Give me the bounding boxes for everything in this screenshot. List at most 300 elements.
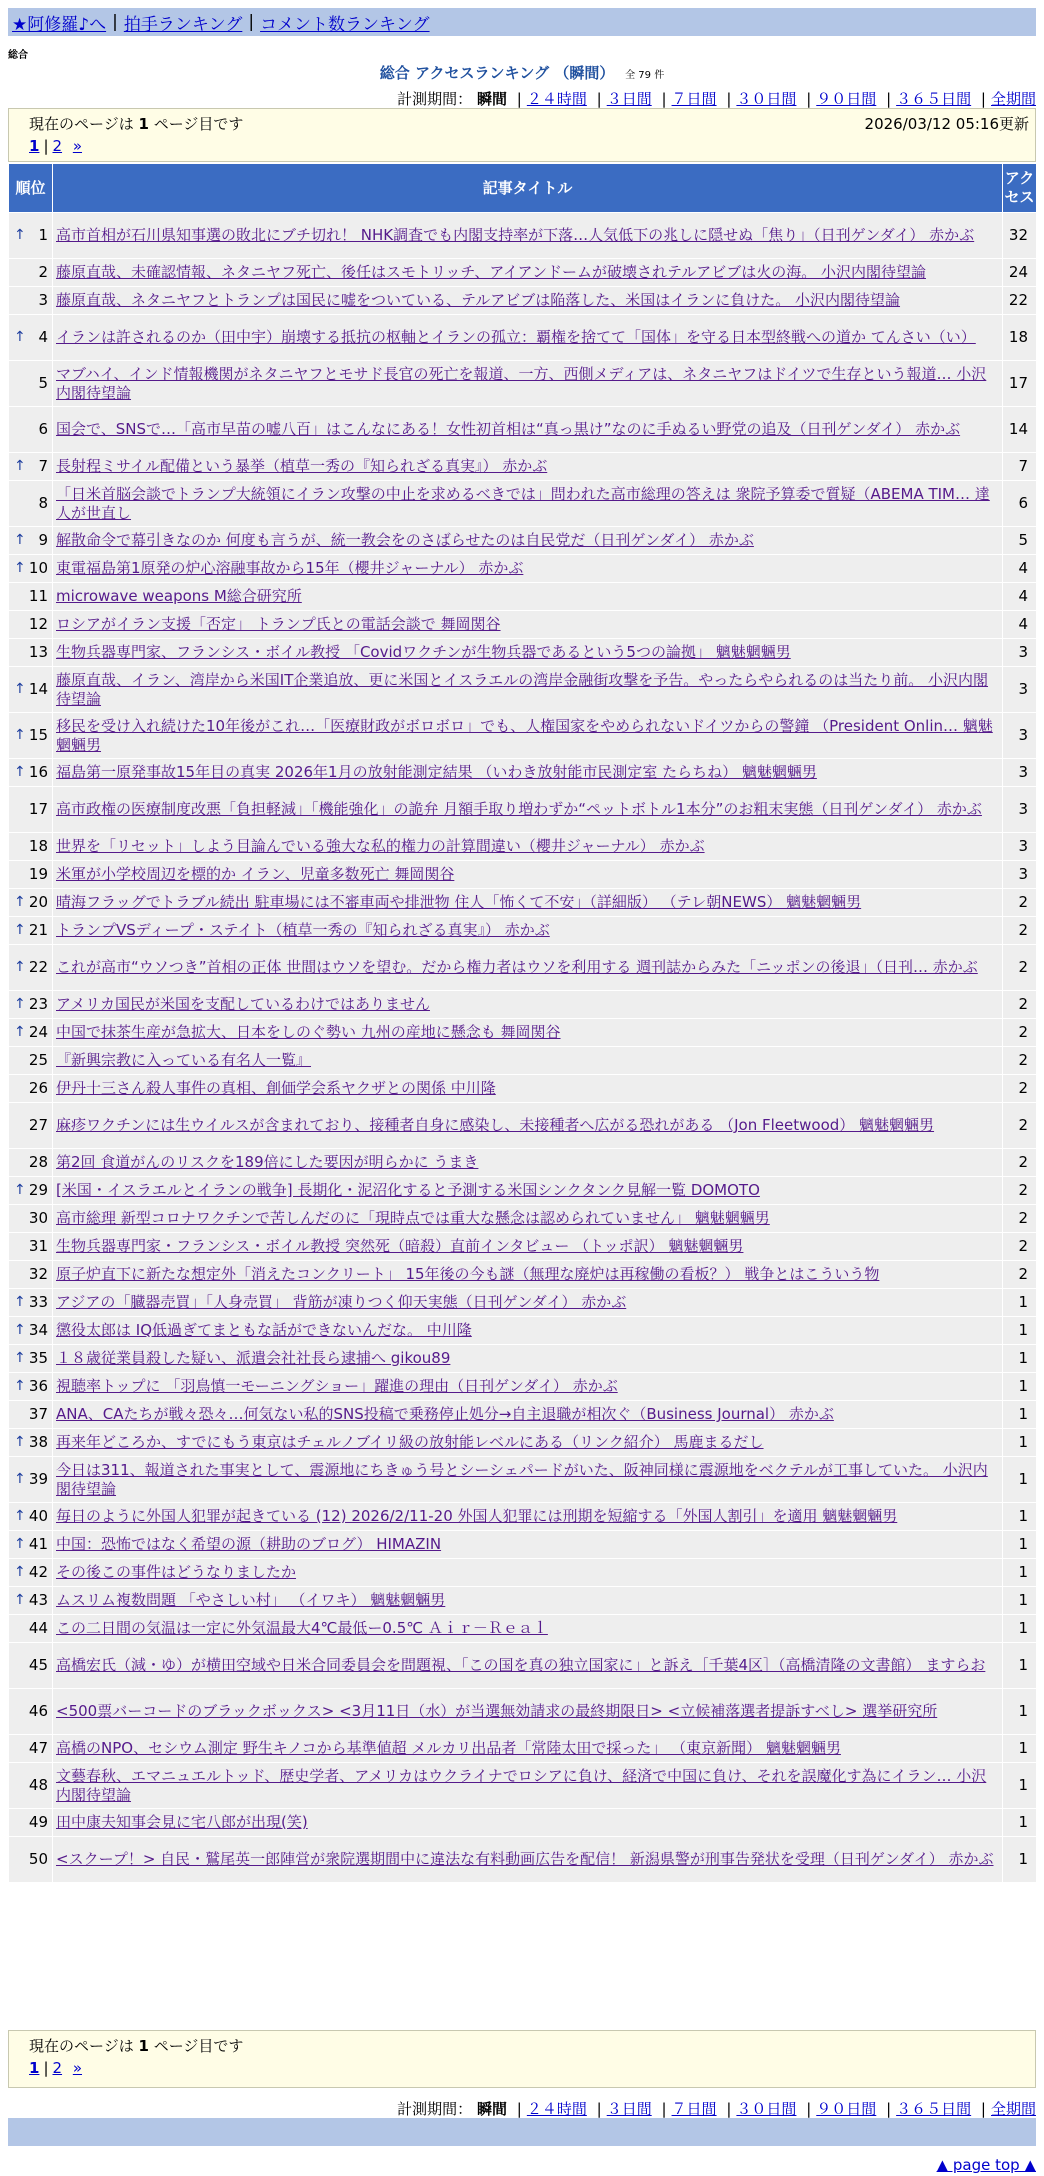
access-count: 1 xyxy=(1003,1643,1037,1689)
rank-cell xyxy=(9,713,53,759)
rank-cell xyxy=(9,833,53,861)
access-count: 2 xyxy=(1003,1149,1037,1177)
rank-number: 16 xyxy=(28,763,48,781)
article-title-link[interactable]: 高市総理 新型コロナワクチンで苦しんだのに「現時点では重大な懸念は認められていません」 魑魅魍魎男 xyxy=(56,1209,770,1227)
title-cell xyxy=(53,527,1003,555)
ranking-table xyxy=(8,163,1037,1883)
access-count: 3 xyxy=(1003,759,1037,787)
article-title-link[interactable]: 伊丹十三さん殺人事件の真相、創価学会系ヤクザとの関係 中川隆 xyxy=(56,1079,496,1097)
article-title-link[interactable]: 再来年どころか、すでにもう東京はチェルノブイリ級の放射能レベルにある（リンク紹介） 馬鹿まるだし xyxy=(56,1433,764,1451)
access-count: 2 xyxy=(1003,1205,1037,1233)
ranking-row xyxy=(9,1559,1037,1587)
access-count: 2 xyxy=(1003,945,1037,991)
rank-up-arrow-icon: ↑ xyxy=(14,1508,26,1524)
ranking-row xyxy=(9,1587,1037,1615)
top-nav-bar xyxy=(8,8,1036,36)
article-title-link[interactable]: 「日米首脳会談でトランプ大統領にイラン攻撃の中止を求めるべきでは」問われた高市総理の答えは 衆院予算委で質疑（ABEMA TIM… 達人が世直し xyxy=(56,484,990,522)
period-link-7d[interactable]: ７日間 xyxy=(671,2100,717,2118)
rank-cell xyxy=(9,1289,53,1317)
rank-number: 50 xyxy=(28,1850,48,1868)
access-count: 3 xyxy=(1003,713,1037,759)
rank-cell xyxy=(9,1503,53,1531)
rank-cell xyxy=(9,1019,53,1047)
access-count: 1 xyxy=(1003,1809,1037,1837)
access-count: 2 xyxy=(1003,1261,1037,1289)
title-cell xyxy=(53,1689,1003,1735)
title-cell xyxy=(53,1559,1003,1587)
article-title-link[interactable]: [米国・イスラエルとイランの戦争] 長期化・泥沼化すると予測する米国シンクタンク見解一覧 DOMOTO xyxy=(56,1181,760,1199)
access-count: 7 xyxy=(1003,453,1037,481)
page-2-link[interactable]: 2 xyxy=(52,2059,63,2077)
article-title-link[interactable]: イランは許されるのか（田中宇）崩壊する抵抗の枢軸とイランの孤立：覇権を捨てて「国体」を守る日本型終戦への道か てんさい（い） xyxy=(56,328,976,346)
rank-number: 34 xyxy=(28,1321,48,1339)
access-count: 2 xyxy=(1003,1233,1037,1261)
ranking-row xyxy=(9,889,1037,917)
rank-cell xyxy=(9,1615,53,1643)
rank-number: 21 xyxy=(28,921,48,939)
article-title-link[interactable]: 移民を受け入れ続けた10年後がこれ…「医療財政がボロボロ」でも、人権国家をやめられないドイツからの警鐘 （President Onlin… 魑魅魍魎男 xyxy=(56,716,993,754)
rank-number: 9 xyxy=(38,531,48,549)
ranking-row xyxy=(9,361,1037,407)
rank-cell xyxy=(9,481,53,527)
rank-number: 46 xyxy=(28,1702,48,1720)
ranking-row xyxy=(9,555,1037,583)
ranking-row xyxy=(9,1233,1037,1261)
rank-cell xyxy=(9,1429,53,1457)
rank-number: 18 xyxy=(28,837,48,855)
rank-cell xyxy=(9,555,53,583)
period-link-3d[interactable]: ３日間 xyxy=(606,2100,652,2118)
access-count: 1 xyxy=(1003,1457,1037,1503)
page-title: 総合 アクセスランキング （瞬間） xyxy=(379,64,615,82)
access-count: 3 xyxy=(1003,639,1037,667)
page-links: 1 | 2 » xyxy=(29,2059,83,2077)
rank-number: 33 xyxy=(28,1293,48,1311)
rank-up-arrow-icon: ↑ xyxy=(14,1182,26,1198)
rank-number: 23 xyxy=(28,995,48,1013)
rank-up-arrow-icon: ↑ xyxy=(14,894,26,910)
ranking-row xyxy=(9,1289,1037,1317)
ranking-row xyxy=(9,407,1037,453)
rank-cell xyxy=(9,1531,53,1559)
rank-number: 1 xyxy=(38,226,48,244)
rank-number: 40 xyxy=(28,1507,48,1525)
rank-number: 3 xyxy=(38,291,48,309)
article-title-link[interactable]: 生物兵器専門家・フランシス・ボイル教授 突然死（暗殺）直前インタビュー （トッポ訳） 魑魅魍魎男 xyxy=(56,1237,744,1255)
ranking-row xyxy=(9,1317,1037,1345)
article-title-link[interactable]: 高市首相が石川県知事選の敗北にブチ切れ！ NHK調査でも内閣支持率が下落…人気低下の兆しに隠せぬ「焦り」（日刊ゲンダイ） 赤かぶ xyxy=(56,226,975,244)
rank-up-arrow-icon: ↑ xyxy=(14,681,26,697)
rank-cell xyxy=(9,1261,53,1289)
period-link-365d[interactable]: ３６５日間 xyxy=(896,2100,972,2118)
title-cell xyxy=(53,1149,1003,1177)
page-indicator: 現在のページは 1 ページ目です xyxy=(29,2037,244,2055)
article-title-link[interactable]: アメリカ国民が米国を支配しているわけではありません xyxy=(56,995,430,1013)
title-cell xyxy=(53,611,1003,639)
ranking-row xyxy=(9,991,1037,1019)
ranking-row xyxy=(9,611,1037,639)
current-page-number: 1 xyxy=(138,2037,149,2055)
rank-up-arrow-icon: ↑ xyxy=(14,458,26,474)
period-link-all[interactable]: 全期間 xyxy=(990,90,1036,108)
title-cell xyxy=(53,1075,1003,1103)
next-page-link[interactable]: » xyxy=(72,2059,83,2077)
article-title-link[interactable]: 藤原直哉、未確認情報、ネタニヤフ死亡、後任はスモトリッチ、アイアンドームが破壊されテルアビブは火の海。 小沢内閣待望論 xyxy=(56,263,926,281)
article-title-link[interactable]: 高市政権の医療制度改悪「負担軽減」「機能強化」の詭弁 月額手取り増わずか“ペットボトル1本分”のお粗末実態（日刊ゲンダイ） 赤かぶ xyxy=(56,800,982,818)
title-cell xyxy=(53,1837,1003,1883)
title-cell xyxy=(53,1429,1003,1457)
access-count: 1 xyxy=(1003,1837,1037,1883)
ranking-row xyxy=(9,453,1037,481)
article-title-link[interactable]: その後この事件はどうなりましたか xyxy=(56,1563,297,1581)
rank-number: 25 xyxy=(28,1051,48,1069)
ranking-row xyxy=(9,1503,1037,1531)
access-count: 1 xyxy=(1003,1317,1037,1345)
rank-up-arrow-icon: ↑ xyxy=(14,727,26,743)
category-label: 総合 xyxy=(8,50,28,61)
title-cell xyxy=(53,991,1003,1019)
article-title-link[interactable]: トランプVSディープ・ステイト（植草一秀の『知られざる真実』） 赤かぶ xyxy=(56,921,550,939)
title-cell xyxy=(53,759,1003,787)
article-title-link[interactable]: 第2回 食道がんのリスクを189倍にした要因が明らかに うまき xyxy=(56,1153,479,1171)
rank-up-arrow-icon: ↑ xyxy=(14,1294,26,1310)
ranking-row xyxy=(9,259,1037,287)
title-cell xyxy=(53,917,1003,945)
access-count: 1 xyxy=(1003,1531,1037,1559)
ranking-row xyxy=(9,1809,1037,1837)
rank-number: 28 xyxy=(28,1153,48,1171)
article-title-link[interactable]: 今日は311、報道された事実として、震源地にちきゅう号とシーシェパードがいた、阪神同様に震源地をベクテルが工事していた。 小沢内閣待望論 xyxy=(56,1460,988,1498)
rank-number: 29 xyxy=(28,1181,48,1199)
title-cell xyxy=(53,1261,1003,1289)
rank-number: 15 xyxy=(28,726,48,744)
period-label: 計測期間： xyxy=(397,90,473,108)
rank-up-arrow-icon: ↑ xyxy=(14,996,26,1012)
rank-number: 24 xyxy=(28,1023,48,1041)
title-cell xyxy=(53,1373,1003,1401)
title-cell xyxy=(53,361,1003,407)
article-title-link[interactable]: 福島第一原発事故15年目の真実 2026年1月の放射能測定結果 （いわき放射能市民測定室 たらちね） 魑魅魍魎男 xyxy=(56,763,817,781)
ranking-row xyxy=(9,527,1037,555)
title-cell xyxy=(53,453,1003,481)
ranking-row xyxy=(9,1429,1037,1457)
rank-up-arrow-icon: ↑ xyxy=(14,959,26,975)
ranking-row xyxy=(9,759,1037,787)
page-links: 1 | 2 » xyxy=(29,137,83,155)
rank-cell xyxy=(9,1075,53,1103)
access-count: 3 xyxy=(1003,667,1037,713)
period-link-90d[interactable]: ９０日間 xyxy=(816,2100,877,2118)
rank-cell xyxy=(9,287,53,315)
rank-cell xyxy=(9,213,53,259)
article-title-link[interactable]: 懲役太郎は IQ低過ぎてまともな話ができないんだな。 中川隆 xyxy=(56,1321,472,1339)
access-count: 1 xyxy=(1003,1373,1037,1401)
rank-number: 35 xyxy=(28,1349,48,1367)
article-title-link[interactable]: 長射程ミサイル配備という暴挙（植草一秀の『知られざる真実』） 赤かぶ xyxy=(56,457,548,475)
ranking-row xyxy=(9,1735,1037,1763)
article-title-link[interactable]: 麻疹ワクチンには生ウイルスが含まれており、接種者自身に感染し、未接種者へ広がる恐れがある （Jon Fleetwood） 魑魅魍魎男 xyxy=(56,1116,935,1134)
rank-cell xyxy=(9,991,53,1019)
bottom-bar xyxy=(8,2118,1036,2146)
ranking-row xyxy=(9,1837,1037,1883)
rank-up-arrow-icon: ↑ xyxy=(14,922,26,938)
access-count: 1 xyxy=(1003,1401,1037,1429)
access-count: 1 xyxy=(1003,1429,1037,1457)
ranking-row xyxy=(9,1373,1037,1401)
rank-cell xyxy=(9,453,53,481)
ranking-row xyxy=(9,1205,1037,1233)
ranking-row xyxy=(9,315,1037,361)
article-title-link[interactable]: microwave weapons M総合研究所 xyxy=(56,587,302,605)
rank-number: 19 xyxy=(28,865,48,883)
rank-up-arrow-icon: ↑ xyxy=(14,1592,26,1608)
rank-up-arrow-icon: ↑ xyxy=(14,1350,26,1366)
article-title-link[interactable]: この二日間の気温は一定に外気温最大4℃最低ー0.5℃ Ａｉｒ－Ｒｅａｌ xyxy=(56,1619,548,1637)
rank-up-arrow-icon: ↑ xyxy=(14,764,26,780)
rank-number: 8 xyxy=(38,494,48,512)
title-cell xyxy=(53,1401,1003,1429)
period-link-7d[interactable]: ７日間 xyxy=(671,90,717,108)
article-title-link[interactable]: 藤原直哉、ネタニヤフとトランプは国民に嘘をついている、テルアビブは陥落した、米国はイランに負けた。 小沢内閣待望論 xyxy=(56,291,901,309)
article-title-link[interactable]: 原子炉直下に新たな想定外「消えたコンクリート」 15年後の今も謎（無理な廃炉は再稼働の看板？） 戦争とはこういう物 xyxy=(56,1265,880,1283)
rank-up-arrow-icon: ↑ xyxy=(14,1536,26,1552)
article-title-link[interactable]: 中国：恐怖ではなく希望の源（耕助のブログ） HIMAZIN xyxy=(56,1535,442,1553)
page-2-link[interactable]: 2 xyxy=(52,137,63,155)
rank-number: 47 xyxy=(28,1739,48,1757)
rank-cell xyxy=(9,1103,53,1149)
rank-cell xyxy=(9,407,53,453)
page-1-link[interactable]: 1 xyxy=(29,137,40,155)
access-count: 4 xyxy=(1003,583,1037,611)
article-title-link[interactable]: ANA、CAたちが戦々恐々…何気ない私的SNS投稿で乗務停止処分→自主退職が相次ぐ（Business Journal） 赤かぶ xyxy=(56,1405,834,1423)
comment-ranking-link[interactable]: コメント数ランキング xyxy=(260,14,430,35)
page-title-line xyxy=(0,62,1044,83)
rank-cell xyxy=(9,1401,53,1429)
title-cell xyxy=(53,1457,1003,1503)
page-top-link[interactable]: ▲ page top ▲ xyxy=(936,2156,1036,2174)
period-link-24h[interactable]: ２４時間 xyxy=(526,2100,587,2118)
period-link-30d[interactable]: ３０日間 xyxy=(736,90,797,108)
rank-cell xyxy=(9,1047,53,1075)
title-cell xyxy=(53,713,1003,759)
rank-number: 37 xyxy=(28,1405,48,1423)
period-link-365d[interactable]: ３６５日間 xyxy=(896,90,972,108)
title-cell xyxy=(53,583,1003,611)
rank-number: 45 xyxy=(28,1656,48,1674)
pager-bottom xyxy=(8,2030,1036,2088)
article-title-link[interactable]: 東電福島第1原発の炉心溶融事故から15年（櫻井ジャーナル） 赤かぶ xyxy=(56,559,524,577)
clap-ranking-link[interactable]: 拍手ランキング xyxy=(123,14,243,35)
rank-number: 4 xyxy=(38,328,48,346)
access-count: 1 xyxy=(1003,1615,1037,1643)
ranking-row xyxy=(9,1345,1037,1373)
rank-cell xyxy=(9,527,53,555)
period-current: 瞬間 xyxy=(476,2100,507,2118)
article-title-link[interactable]: 世界を「リセット」しよう目論んでいる強大な私的権力の計算間違い（櫻井ジャーナル） 赤かぶ xyxy=(56,837,705,855)
ranking-row xyxy=(9,1457,1037,1503)
article-title-link[interactable]: 毎日のように外国人犯罪が起きている (12) 2026/2/11-20 外国人犯罪には刑期を短縮する「外国人割引」を適用 魑魅魍魎男 xyxy=(56,1507,898,1525)
title-cell xyxy=(53,407,1003,453)
home-link[interactable]: ★阿修羅♪へ xyxy=(12,14,107,35)
rank-cell xyxy=(9,583,53,611)
rank-number: 5 xyxy=(38,374,48,392)
rank-number: 20 xyxy=(28,893,48,911)
rank-cell xyxy=(9,1345,53,1373)
rank-number: 17 xyxy=(28,800,48,818)
rank-number: 26 xyxy=(28,1079,48,1097)
title-cell xyxy=(53,889,1003,917)
rank-number: 39 xyxy=(28,1470,48,1488)
rank-number: 32 xyxy=(28,1265,48,1283)
title-cell xyxy=(53,315,1003,361)
rank-cell xyxy=(9,611,53,639)
page-indicator: 現在のページは 1 ページ目です xyxy=(29,115,244,133)
title-cell xyxy=(53,787,1003,833)
access-count: 2 xyxy=(1003,991,1037,1019)
title-cell xyxy=(53,259,1003,287)
rank-cell xyxy=(9,1587,53,1615)
access-count: 2 xyxy=(1003,1177,1037,1205)
article-title-link[interactable]: 国会で、SNSで…「高市早苗の嘘八百」はこんなにある！女性初首相は“真っ黒け”なのに手ぬるい野党の追及（日刊ゲンダイ） 赤かぶ xyxy=(56,420,961,438)
ranking-row xyxy=(9,833,1037,861)
ranking-row xyxy=(9,713,1037,759)
period-link-90d[interactable]: ９０日間 xyxy=(816,90,877,108)
access-count: 4 xyxy=(1003,611,1037,639)
article-title-link[interactable]: アジアの「臓器売買」「人身売買」 背筋が凍りつく仰天実態（日刊ゲンダイ） 赤かぶ xyxy=(56,1293,627,1311)
rank-number: 49 xyxy=(28,1813,48,1831)
rank-number: 14 xyxy=(28,680,48,698)
article-title-link[interactable]: マブハイ、インド情報機関がネタニヤフとモサド長官の死亡を報道、一方、西側メディアは、ネタニヤフはドイツで生存という報道… 小沢内閣待望論 xyxy=(56,364,987,402)
access-count: 1 xyxy=(1003,1587,1037,1615)
article-title-link[interactable]: ムスリム複数問題 「やさしい村」 （イワキ） 魑魅魍魎男 xyxy=(56,1591,446,1609)
title-cell xyxy=(53,861,1003,889)
rank-number: 12 xyxy=(28,615,48,633)
period-link-24h[interactable]: ２４時間 xyxy=(526,90,587,108)
period-selector-bottom: 計測期間： 瞬間 | ２４時間 | ３日間 | ７日間 | ３０日間 | ９０日間 | ３６５日間 | 全期間 xyxy=(397,2100,1036,2118)
article-title-link[interactable]: 田中康夫知事会見に宅八郎が出現(笑) xyxy=(56,1813,308,1831)
article-title-link[interactable]: 高橋のNPO、セシウム測定 野生キノコから基準値超 メルカリ出品者「常陸太田で採った」 （東京新聞） 魑魅魍魎男 xyxy=(56,1739,841,1757)
rank-number: 43 xyxy=(28,1591,48,1609)
ranking-row xyxy=(9,481,1037,527)
rank-cell xyxy=(9,639,53,667)
title-cell xyxy=(53,1019,1003,1047)
title-cell xyxy=(53,1047,1003,1075)
article-title-link[interactable]: 晴海フラッグでトラブル続出 駐車場には不審車両や排泄物 住人「怖くて不安」（詳細版） （テレ朝NEWS） 魑魅魍魎男 xyxy=(56,893,862,911)
rank-cell xyxy=(9,1457,53,1503)
rank-number: 42 xyxy=(28,1563,48,1581)
access-count: 1 xyxy=(1003,1289,1037,1317)
ranking-row xyxy=(9,287,1037,315)
article-title-link[interactable]: ロシアがイラン支援「否定」 トランプ氏との電話会談で 舞岡関谷 xyxy=(56,615,501,633)
rank-number: 2 xyxy=(38,263,48,281)
ranking-row xyxy=(9,213,1037,259)
ranking-row xyxy=(9,1019,1037,1047)
title-cell xyxy=(53,1531,1003,1559)
rank-cell xyxy=(9,1837,53,1883)
ranking-row xyxy=(9,1401,1037,1429)
title-cell xyxy=(53,833,1003,861)
rank-up-arrow-icon: ↑ xyxy=(14,227,26,243)
rank-cell xyxy=(9,1689,53,1735)
rank-up-arrow-icon: ↑ xyxy=(14,560,26,576)
next-page-link[interactable]: » xyxy=(72,137,83,155)
access-count: 2 xyxy=(1003,1075,1037,1103)
total-count: 全 79 件 xyxy=(625,70,665,81)
article-title-link[interactable]: 『新興宗教に入っている有名人一覧』 xyxy=(56,1051,312,1069)
title-cell xyxy=(53,481,1003,527)
title-cell xyxy=(53,945,1003,991)
rank-number: 13 xyxy=(28,643,48,661)
title-cell xyxy=(53,1587,1003,1615)
rank-number: 6 xyxy=(38,420,48,438)
ranking-row xyxy=(9,1075,1037,1103)
rank-number: 22 xyxy=(28,958,48,976)
ranking-row xyxy=(9,1261,1037,1289)
article-title-link[interactable]: これが高市“ウソつき”首相の正体 世間はウソを望む。だから権力者はウソを利用する 週刊誌からみた「ニッポンの後退」（日刊… 赤かぶ xyxy=(56,958,978,976)
rank-cell xyxy=(9,315,53,361)
ranking-row xyxy=(9,1103,1037,1149)
rank-number: 10 xyxy=(28,559,48,577)
page-1-link[interactable]: 1 xyxy=(29,2059,40,2077)
access-count: 2 xyxy=(1003,1047,1037,1075)
rank-up-arrow-icon: ↑ xyxy=(14,1024,26,1040)
title-cell xyxy=(53,1763,1003,1809)
access-count: 2 xyxy=(1003,917,1037,945)
title-cell xyxy=(53,287,1003,315)
access-count: 1 xyxy=(1003,1345,1037,1373)
access-count: 2 xyxy=(1003,1103,1037,1149)
article-title-link[interactable]: 生物兵器専門家、フランシス・ボイル教授 「Covidワクチンが生物兵器であるという5つの論拠」 魑魅魍魎男 xyxy=(56,643,791,661)
rank-cell xyxy=(9,861,53,889)
rank-cell xyxy=(9,917,53,945)
access-count: 2 xyxy=(1003,1019,1037,1047)
access-count: 1 xyxy=(1003,1763,1037,1809)
article-title-link[interactable]: <500票バーコードのブラックボックス> <3月11日（水）が当選無効請求の最終期限日> <立候補落選者提訴すべし> 選挙研究所 xyxy=(56,1702,938,1720)
ranking-row xyxy=(9,917,1037,945)
current-page-number: 1 xyxy=(138,115,149,133)
access-count: 5 xyxy=(1003,527,1037,555)
period-link-3d[interactable]: ３日間 xyxy=(606,90,652,108)
rank-up-arrow-icon: ↑ xyxy=(14,532,26,548)
rank-up-arrow-icon: ↑ xyxy=(14,1564,26,1580)
article-title-link[interactable]: <スクープ！> 自民・鷲尾英一郎陣営が衆院選期間中に違法な有料動画広告を配信！ 新潟県警が刑事告発状を受理（日刊ゲンダイ） 赤かぶ xyxy=(56,1850,994,1868)
article-title-link[interactable]: １８歳従業員殺した疑い、派遣会社社長ら逮捕へ gikou89 xyxy=(56,1349,451,1367)
rank-cell xyxy=(9,1149,53,1177)
title-cell xyxy=(53,1503,1003,1531)
ranking-row xyxy=(9,945,1037,991)
rank-cell xyxy=(9,945,53,991)
updated-timestamp: 2026/03/12 05:16更新 xyxy=(864,115,1029,133)
article-title-link[interactable]: 高橋宏氏（減・ゆ）が横田空域や日米合同委員会を問題視、「この国を真の独立国家に」と訴え［千葉4区］（高橋清隆の文書館） ますらお xyxy=(56,1656,986,1674)
period-link-30d[interactable]: ３０日間 xyxy=(736,2100,797,2118)
article-title-link[interactable]: 視聴率トップに 「羽鳥慎一モーニングショー」躍進の理由（日刊ゲンダイ） 赤かぶ xyxy=(56,1377,618,1395)
period-link-all[interactable]: 全期間 xyxy=(990,2100,1036,2118)
article-title-link[interactable]: 文藝春秋、エマニュエルトッド、歴史学者、アメリカはウクライナでロシアに負け、経済で中国に負け、それを誤魔化す為にイラン… 小沢内閣待望論 xyxy=(56,1766,987,1804)
rank-cell xyxy=(9,1763,53,1809)
article-title-link[interactable]: 中国で抹茶生産が急拡大、日本をしのぐ勢い 九州の産地に懸念も 舞岡関谷 xyxy=(56,1023,561,1041)
rank-cell xyxy=(9,361,53,407)
title-cell xyxy=(53,1205,1003,1233)
article-title-link[interactable]: 米軍が小学校周辺を標的か イラン、児童多数死亡 舞岡関谷 xyxy=(56,865,455,883)
period-selector-top: 計測期間： 瞬間 | ２４時間 | ３日間 | ７日間 | ３０日間 | ９０日間 | ３６５日間 | 全期間 xyxy=(397,90,1036,108)
article-title-link[interactable]: 解散命令で幕引きなのか 何度も言うが、統一教会をのさばらせたのは自民党だ（日刊ゲンダイ） 赤かぶ xyxy=(56,531,754,549)
ranking-row xyxy=(9,583,1037,611)
rank-up-arrow-icon: ↑ xyxy=(14,1471,26,1487)
ranking-row xyxy=(9,1047,1037,1075)
rank-cell xyxy=(9,759,53,787)
article-title-link[interactable]: 藤原直哉、イラン、湾岸から米国IT企業追放、更に米国とイスラエルの湾岸金融街攻撃を予告。やったらやられるのは当たり前。 小沢内閣待望論 xyxy=(56,670,989,708)
ranking-row xyxy=(9,1689,1037,1735)
